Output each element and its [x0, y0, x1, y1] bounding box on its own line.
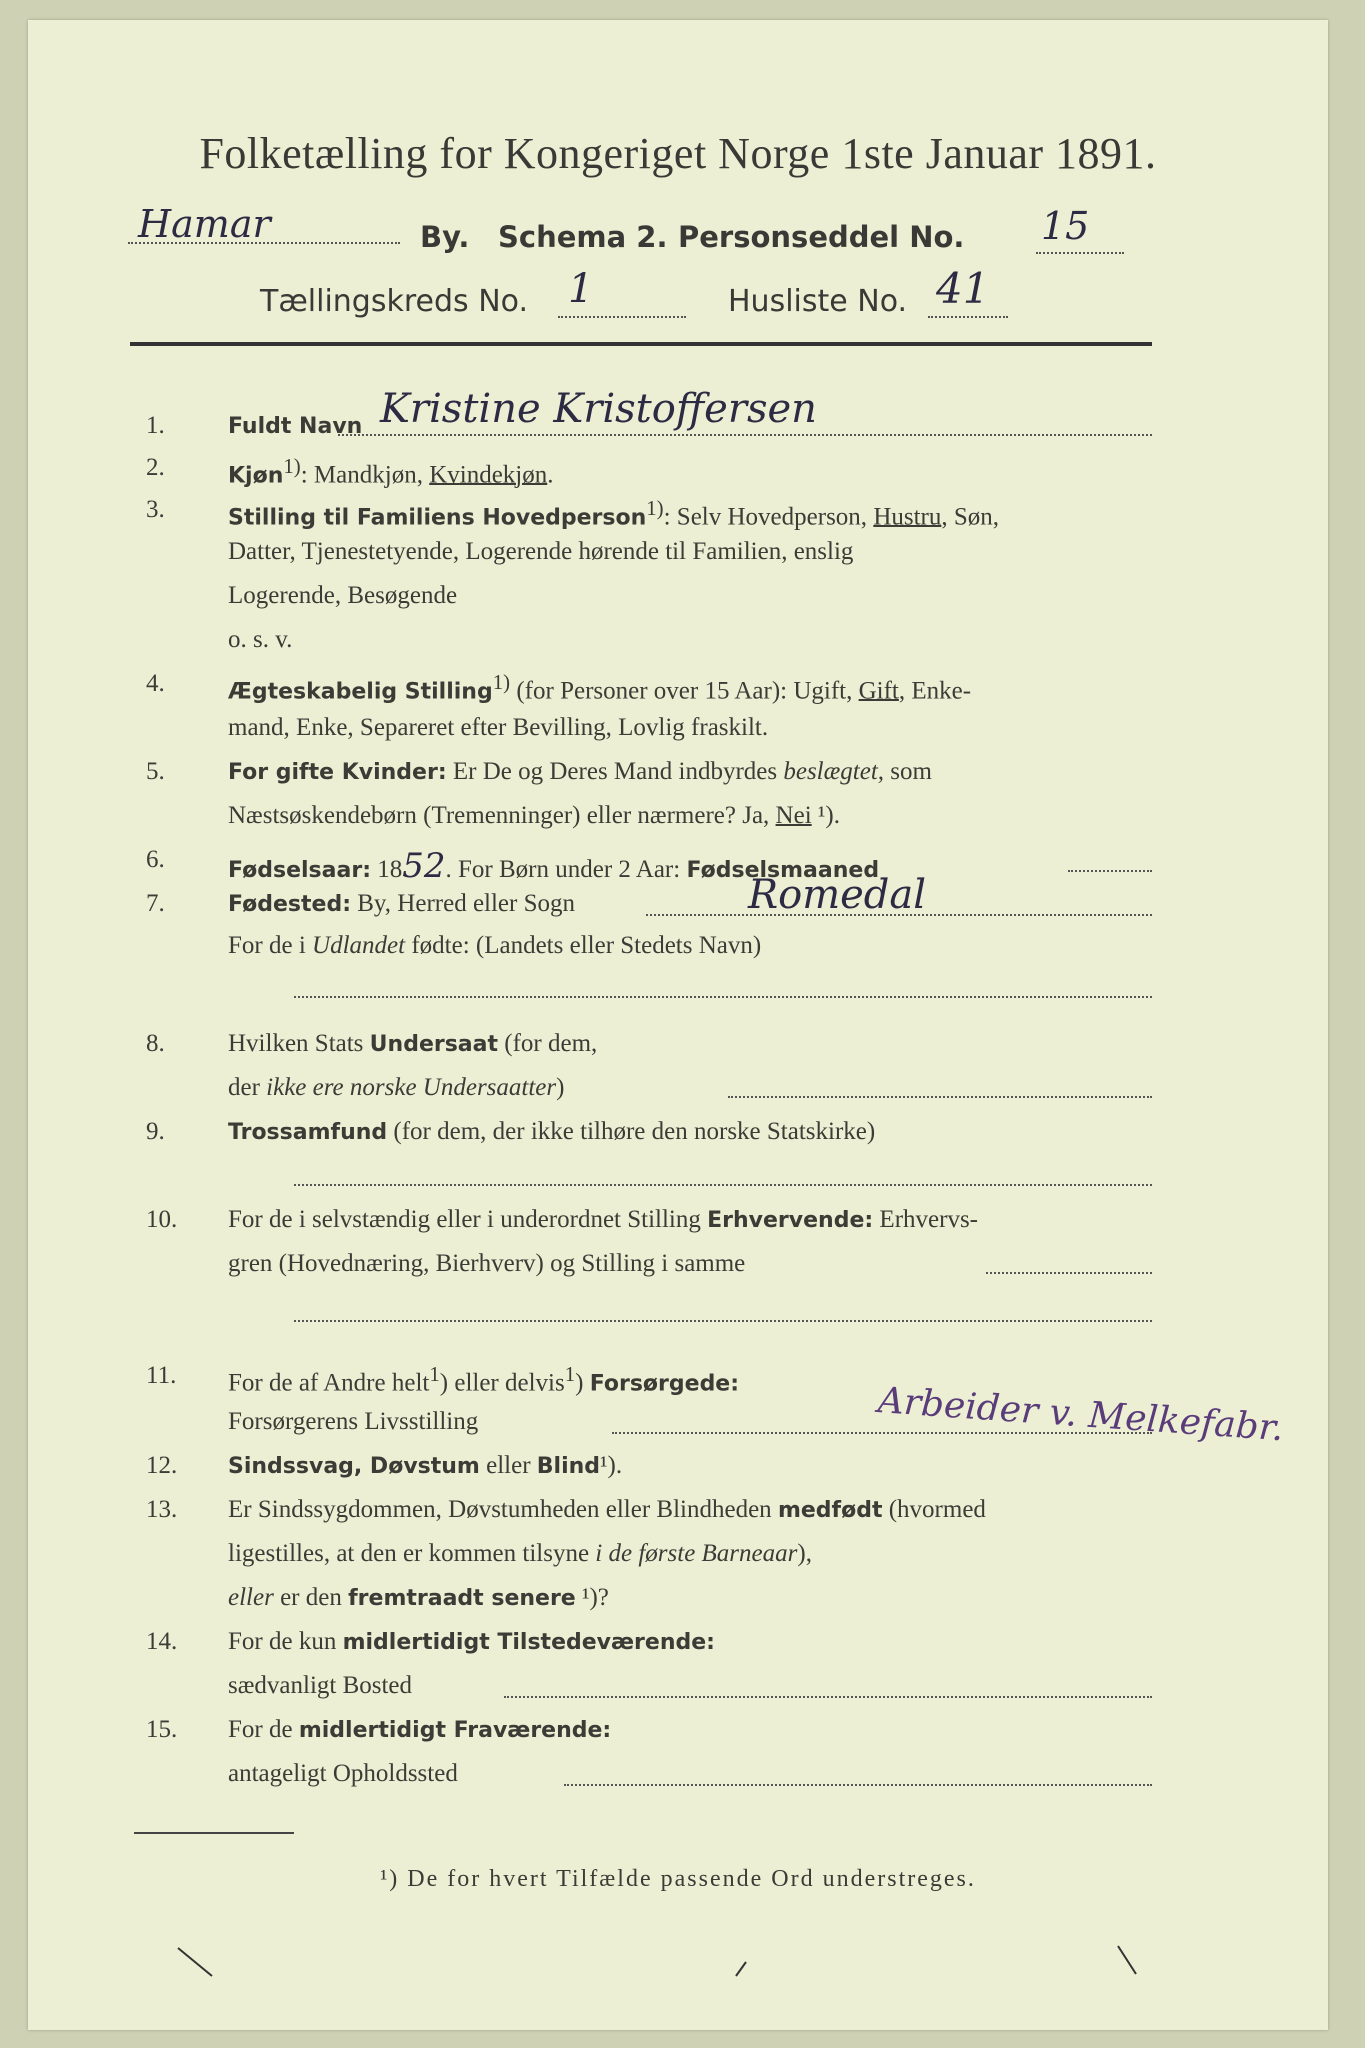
q6-text: . For Børn under 2 Aar:: [445, 856, 687, 883]
q4-selected-answer: Gift: [858, 677, 899, 705]
pencil-mark-center: [736, 1962, 746, 1976]
q6-dotted-line: [1068, 870, 1152, 872]
q9-number: 9.: [146, 1118, 165, 1145]
q13-line-2: [228, 1540, 812, 1568]
q5-label: For gifte Kvinder:: [228, 760, 447, 785]
q3-line-1: [228, 496, 999, 531]
husliste-number: 41: [936, 264, 990, 313]
q7-label: Fødested:: [228, 892, 351, 917]
q7-number: 7.: [146, 890, 165, 917]
q14-number: 14.: [146, 1628, 178, 1655]
q3-label: Stilling til Familiens Hovedperson: [228, 505, 647, 531]
q15-line-1: [228, 1716, 611, 1744]
pencil-mark-left: [178, 1948, 212, 1976]
q11-answer: Arbeider v. Melkefabr.: [876, 1380, 1285, 1450]
q13-line-3-label: fremtraadt senere: [348, 1586, 576, 1611]
q11-footnote-mark-1: 1: [429, 1362, 440, 1386]
q4-text: (for Personer over 15 Aar): Ugift,: [510, 677, 859, 705]
q7-line-1: [228, 890, 575, 918]
q4-line-1: [228, 670, 971, 705]
q1-dotted-line: [338, 434, 1152, 436]
q13-text: Er Sindssygdommen, Døvstumheden eller Blindheden: [228, 1496, 778, 1523]
q2-text: : Mandkjøn,: [300, 461, 430, 489]
q5-number: 5.: [146, 758, 165, 785]
q4-line-2: mand, Enke, Separeret efter Bevilling, Lovlig fraskilt.: [228, 714, 769, 741]
q6-label-2: Fødselsmaaned: [686, 858, 880, 883]
q9-answer-line: [294, 1184, 1152, 1186]
q3-line-3: Logerende, Besøgende: [228, 582, 458, 609]
q14-text: For de kun: [228, 1628, 343, 1655]
q15-line-2: antageligt Opholdssted: [228, 1760, 458, 1787]
q2-selected-answer: Kvindekjøn: [429, 461, 548, 489]
q7-answer-line: [294, 996, 1152, 998]
q3-number: 3.: [146, 496, 165, 523]
q2-label: Kjøn: [228, 463, 284, 489]
q13-label: medfødt: [777, 1498, 883, 1523]
q13-number: 13.: [146, 1496, 178, 1523]
q12-text: eller: [479, 1452, 537, 1479]
q8-text: Hvilken Stats: [228, 1030, 370, 1057]
q11-line-2: Forsørgerens Livsstilling: [228, 1408, 479, 1435]
q13-line-3-end: ¹)?: [575, 1584, 609, 1611]
q4-number: 4.: [146, 670, 165, 697]
q5-line-2-end: ¹).: [811, 802, 840, 829]
q15-number: 15.: [146, 1716, 178, 1743]
kreds-number: 1: [568, 266, 594, 312]
q14-line-2: sædvanligt Bosted: [228, 1672, 413, 1699]
q13-italic: i de første Barneaar: [595, 1540, 798, 1567]
q13-line-3: [228, 1584, 609, 1612]
q7-dotted-line: [646, 914, 1152, 916]
q5-italic: beslægtet,: [783, 758, 885, 785]
q11-line-1: For de af Andre helt$^1$) eller delvis$^1$) Forsørgede:: [228, 1362, 740, 1397]
q14-dotted-line: [504, 1696, 1152, 1698]
q10-dotted-line: [986, 1272, 1152, 1274]
q15-dotted-line: [564, 1784, 1152, 1786]
q7-line-2-text: For de i: [228, 932, 313, 959]
q8-italic: ikke ere norske Undersaatter: [266, 1074, 557, 1101]
q8-line-2: [228, 1074, 564, 1102]
q11-label: Forsørgede:: [589, 1371, 740, 1397]
q9-line: [228, 1118, 875, 1146]
pencil-marks: [168, 1940, 1168, 2000]
q6-answer: 52: [402, 846, 446, 886]
q4-label: Ægteskabelig Stilling: [228, 679, 493, 705]
by-label: By.: [420, 220, 470, 254]
q3-selected-answer: Hustru: [873, 503, 942, 531]
q8-dotted-line: [728, 1096, 1152, 1098]
q10-label: Erhvervende:: [707, 1208, 874, 1233]
q1-answer: Kristine Kristoffersen: [380, 386, 817, 432]
husliste-label: Husliste No.: [728, 284, 908, 319]
q4-text-end: , Enke-: [898, 677, 972, 705]
q6-year-prefix: 18: [371, 856, 403, 883]
q2-line: [228, 454, 554, 489]
q12-label: Sindssvag, Døvstum: [228, 1454, 480, 1479]
q13-line-2-text: ligestilles, at den er kommen tilsyne: [228, 1540, 596, 1567]
q8-label: Undersaat: [369, 1032, 499, 1057]
city-handwritten: Hamar: [138, 202, 271, 246]
q14-line-1: [228, 1628, 715, 1656]
q12-label-2: Blind: [536, 1454, 601, 1479]
q8-line-1: [228, 1030, 597, 1058]
census-form-card: [28, 20, 1328, 2030]
city-dotted-line: [128, 242, 400, 244]
q10-text: For de i selvstændig eller i underordnet Stilling: [228, 1206, 708, 1233]
q10-answer-line: [294, 1320, 1152, 1322]
q5-line-2: [228, 802, 840, 830]
q11-text: For de af Andre helt: [228, 1369, 430, 1397]
form-title: Folketælling for Kongeriget Norge 1ste Januar 1891.: [199, 129, 1157, 178]
q5-line-2-text: Næstsøskendebørn (Tremenninger) eller nærmere? Ja,: [228, 802, 776, 829]
q7-text: By, Herred eller Sogn: [351, 890, 576, 917]
q3-text-end: , Søn,: [941, 503, 1000, 531]
q11-footnote-mark-2: 1: [564, 1362, 576, 1386]
q5-line-1: [228, 758, 932, 786]
q3-text: : Selv Hovedperson,: [663, 503, 874, 531]
q7-italic: Udlandet: [312, 932, 406, 959]
q6-number: 6.: [146, 846, 165, 873]
q3-footnote-mark: 1): [646, 496, 664, 520]
husliste-dotted-line: [928, 316, 1008, 318]
footnote-rule: [134, 1832, 294, 1834]
q11-text-2: eller delvis: [448, 1369, 565, 1397]
q11-number: 11.: [146, 1362, 177, 1389]
footnote: ¹) De for hvert Tilfælde passende Ord understreges.: [380, 1866, 976, 1892]
q6-label: Fødselsaar:: [228, 858, 371, 883]
q12-number: 12.: [146, 1452, 178, 1479]
q8-line-2-end: ): [556, 1074, 565, 1101]
q13-text-end: (hvormed: [882, 1496, 986, 1523]
q15-text: For de: [228, 1716, 299, 1743]
q5-text-end: som: [884, 758, 932, 785]
q12-end: ¹).: [600, 1452, 623, 1479]
q10-line-2: gren (Hovednæring, Bierhverv) og Stilling i samme: [228, 1250, 746, 1277]
personseddel-number: 15: [1041, 204, 1090, 248]
q13-line-3-text: er den: [273, 1584, 349, 1611]
q15-label: midlertidigt Fraværende:: [298, 1718, 612, 1743]
q8-number: 8.: [146, 1030, 165, 1057]
personseddel-dotted-line: [1036, 252, 1124, 254]
q8-line-2-text: der: [228, 1074, 267, 1101]
q10-line-1: [228, 1206, 978, 1234]
q9-text: (for dem, der ikke tilhøre den norske Statskirke): [387, 1118, 876, 1145]
personseddel-label: Personseddel No.: [678, 220, 965, 254]
q7-answer: Romedal: [748, 872, 927, 918]
q13-line-3-italic: eller: [228, 1584, 274, 1611]
q2-end: .: [547, 461, 554, 489]
q14-label: midlertidigt Tilstedeværende:: [342, 1630, 715, 1655]
q3-line-2: Datter, Tjenestetyende, Logerende hørende til Familien, enslig: [228, 538, 854, 565]
q3-line-4: o. s. v.: [228, 626, 293, 653]
q12-line: [228, 1452, 622, 1480]
q13-line-1: [228, 1496, 986, 1524]
q13-line-2-end: ),: [797, 1540, 812, 1567]
q8-text-end: (for dem,: [498, 1030, 598, 1057]
q5-text: Er De og Deres Mand indbyrdes: [446, 758, 784, 785]
header-divider: [130, 342, 1152, 346]
q7-line-2-end: fødte: (Landets eller Stedets Navn): [405, 932, 762, 959]
q1-number: 1.: [146, 412, 165, 439]
q2-number: 2.: [146, 454, 165, 481]
q11-dotted-line: [612, 1432, 1152, 1434]
schema-label: Schema 2.: [498, 220, 668, 254]
q7-line-2: [228, 932, 761, 960]
q1-label: Fuldt Navn: [228, 414, 363, 439]
q2-footnote-mark: 1): [283, 454, 301, 478]
kreds-label: Tællingskreds No.: [260, 284, 528, 319]
q10-number: 10.: [146, 1206, 178, 1233]
q4-footnote-mark: 1): [492, 670, 511, 694]
q9-label: Trossamfund: [228, 1120, 388, 1145]
q5-selected-answer: Nei: [775, 802, 812, 829]
kreds-dotted-line: [558, 316, 686, 318]
pencil-mark-right: [1118, 1946, 1136, 1974]
q10-text-end: Erhvervs-: [873, 1206, 978, 1233]
